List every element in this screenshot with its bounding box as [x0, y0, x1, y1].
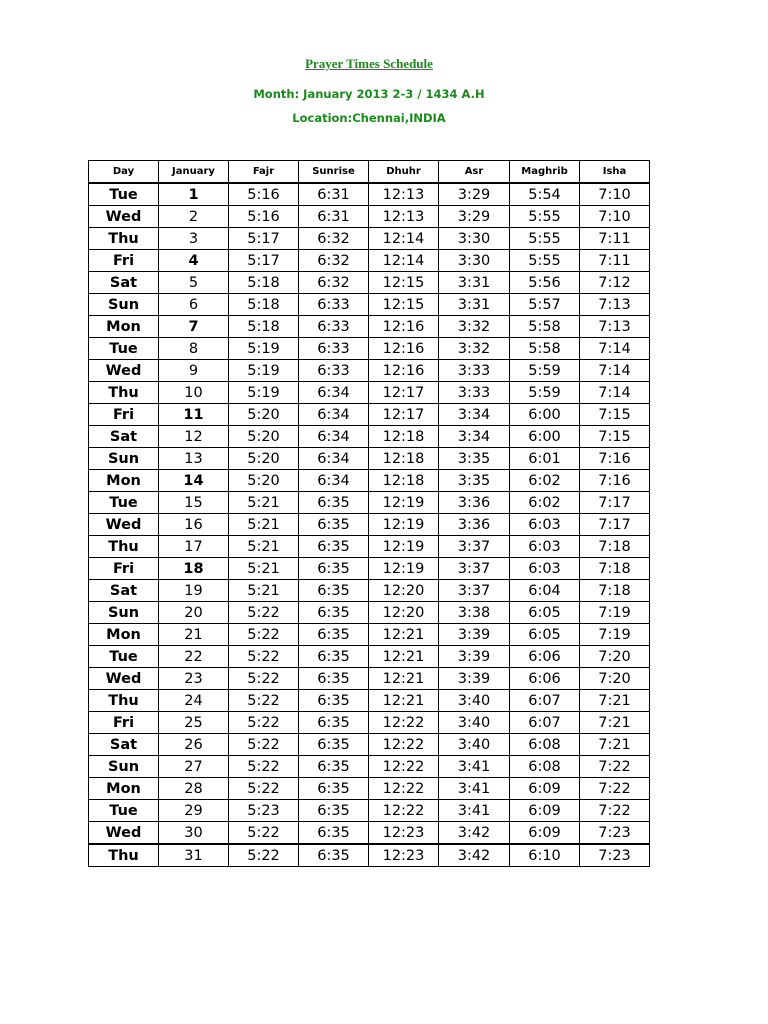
cell-sunrise: 6:35: [299, 492, 369, 514]
cell-day: Wed: [89, 360, 159, 382]
cell-maghrib: 5:59: [510, 382, 580, 404]
table-row: [89, 602, 650, 624]
cell-fajr: 5:19: [229, 382, 299, 404]
cell-dhuhr: 12:19: [369, 558, 439, 580]
cell-date: 16: [159, 514, 229, 536]
table-row: [89, 514, 650, 536]
table-row: [89, 470, 650, 492]
cell-dhuhr: 12:15: [369, 294, 439, 316]
cell-maghrib: 5:55: [510, 206, 580, 228]
cell-maghrib: 6:08: [510, 734, 580, 756]
cell-maghrib: 5:55: [510, 250, 580, 272]
cell-asr: 3:41: [439, 778, 510, 800]
cell-date: 3: [159, 228, 229, 250]
cell-dhuhr: 12:20: [369, 602, 439, 624]
cell-asr: 3:41: [439, 756, 510, 778]
cell-maghrib: 6:06: [510, 668, 580, 690]
cell-asr: 3:29: [439, 206, 510, 228]
cell-sunrise: 6:35: [299, 602, 369, 624]
cell-fajr: 5:20: [229, 470, 299, 492]
column-header-january: January: [159, 161, 229, 184]
cell-day: Fri: [89, 712, 159, 734]
cell-sunrise: 6:34: [299, 382, 369, 404]
cell-date: 11: [159, 404, 229, 426]
cell-date: 6: [159, 294, 229, 316]
cell-asr: 3:41: [439, 800, 510, 822]
cell-date: 9: [159, 360, 229, 382]
cell-date: 30: [159, 822, 229, 845]
cell-day: Sat: [89, 272, 159, 294]
cell-maghrib: 6:06: [510, 646, 580, 668]
cell-isha: 7:22: [580, 800, 650, 822]
cell-dhuhr: 12:19: [369, 492, 439, 514]
cell-sunrise: 6:35: [299, 756, 369, 778]
cell-dhuhr: 12:17: [369, 382, 439, 404]
cell-sunrise: 6:35: [299, 536, 369, 558]
cell-dhuhr: 12:15: [369, 272, 439, 294]
table-row: [89, 206, 650, 228]
table-row: [89, 183, 650, 206]
month-line: Month: January 2013 2-3 / 1434 A.H: [253, 87, 485, 101]
cell-maghrib: 6:02: [510, 492, 580, 514]
table-row: [89, 360, 650, 382]
cell-date: 20: [159, 602, 229, 624]
cell-isha: 7:15: [580, 404, 650, 426]
table-row: [89, 734, 650, 756]
cell-fajr: 5:20: [229, 404, 299, 426]
cell-isha: 7:14: [580, 338, 650, 360]
cell-maghrib: 6:03: [510, 536, 580, 558]
cell-sunrise: 6:35: [299, 800, 369, 822]
cell-fajr: 5:22: [229, 624, 299, 646]
cell-asr: 3:39: [439, 624, 510, 646]
cell-dhuhr: 12:22: [369, 712, 439, 734]
table-row: [89, 382, 650, 404]
table-row: [89, 338, 650, 360]
cell-maghrib: 6:03: [510, 514, 580, 536]
cell-day: Wed: [89, 206, 159, 228]
cell-fajr: 5:17: [229, 250, 299, 272]
cell-date: 21: [159, 624, 229, 646]
cell-dhuhr: 12:22: [369, 800, 439, 822]
cell-asr: 3:33: [439, 360, 510, 382]
cell-asr: 3:37: [439, 558, 510, 580]
cell-dhuhr: 12:22: [369, 756, 439, 778]
cell-asr: 3:31: [439, 294, 510, 316]
cell-maghrib: 5:54: [510, 183, 580, 206]
cell-day: Wed: [89, 668, 159, 690]
cell-date: 13: [159, 448, 229, 470]
cell-dhuhr: 12:21: [369, 646, 439, 668]
cell-fajr: 5:18: [229, 316, 299, 338]
cell-dhuhr: 12:21: [369, 624, 439, 646]
cell-date: 12: [159, 426, 229, 448]
column-header-asr: Asr: [439, 161, 510, 184]
cell-date: 28: [159, 778, 229, 800]
cell-asr: 3:36: [439, 492, 510, 514]
cell-day: Sat: [89, 734, 159, 756]
cell-isha: 7:13: [580, 316, 650, 338]
cell-asr: 3:31: [439, 272, 510, 294]
cell-date: 5: [159, 272, 229, 294]
table-body: [89, 183, 650, 867]
cell-dhuhr: 12:16: [369, 316, 439, 338]
cell-dhuhr: 12:18: [369, 448, 439, 470]
cell-day: Tue: [89, 183, 159, 206]
cell-sunrise: 6:35: [299, 778, 369, 800]
cell-day: Sat: [89, 426, 159, 448]
cell-asr: 3:34: [439, 426, 510, 448]
cell-maghrib: 6:07: [510, 712, 580, 734]
cell-isha: 7:12: [580, 272, 650, 294]
cell-isha: 7:14: [580, 360, 650, 382]
column-header-sunrise: Sunrise: [299, 161, 369, 184]
cell-fajr: 5:21: [229, 580, 299, 602]
cell-dhuhr: 12:20: [369, 580, 439, 602]
cell-day: Mon: [89, 470, 159, 492]
cell-asr: 3:38: [439, 602, 510, 624]
cell-asr: 3:40: [439, 712, 510, 734]
cell-sunrise: 6:35: [299, 844, 369, 867]
cell-asr: 3:42: [439, 844, 510, 867]
cell-day: Fri: [89, 250, 159, 272]
cell-day: Mon: [89, 316, 159, 338]
cell-day: Thu: [89, 536, 159, 558]
cell-fajr: 5:23: [229, 800, 299, 822]
cell-isha: 7:16: [580, 470, 650, 492]
cell-day: Mon: [89, 624, 159, 646]
cell-asr: 3:33: [439, 382, 510, 404]
cell-maghrib: 6:02: [510, 470, 580, 492]
cell-sunrise: 6:34: [299, 448, 369, 470]
cell-fajr: 5:18: [229, 272, 299, 294]
table-row: [89, 228, 650, 250]
cell-isha: 7:11: [580, 228, 650, 250]
cell-day: Sun: [89, 756, 159, 778]
cell-maghrib: 6:07: [510, 690, 580, 712]
cell-asr: 3:34: [439, 404, 510, 426]
cell-isha: 7:15: [580, 426, 650, 448]
cell-maghrib: 5:55: [510, 228, 580, 250]
cell-day: Mon: [89, 778, 159, 800]
cell-day: Wed: [89, 514, 159, 536]
cell-maghrib: 5:58: [510, 338, 580, 360]
cell-dhuhr: 12:23: [369, 822, 439, 845]
cell-maghrib: 6:10: [510, 844, 580, 867]
page-title: Prayer Times Schedule: [305, 56, 433, 71]
cell-date: 31: [159, 844, 229, 867]
cell-date: 19: [159, 580, 229, 602]
cell-isha: 7:16: [580, 448, 650, 470]
cell-sunrise: 6:35: [299, 514, 369, 536]
table-row: [89, 272, 650, 294]
cell-isha: 7:10: [580, 183, 650, 206]
cell-isha: 7:18: [580, 558, 650, 580]
cell-day: Fri: [89, 558, 159, 580]
cell-day: Tue: [89, 492, 159, 514]
cell-date: 24: [159, 690, 229, 712]
cell-date: 29: [159, 800, 229, 822]
cell-dhuhr: 12:13: [369, 206, 439, 228]
cell-isha: 7:23: [580, 822, 650, 845]
cell-sunrise: 6:34: [299, 470, 369, 492]
cell-sunrise: 6:32: [299, 272, 369, 294]
cell-fajr: 5:16: [229, 206, 299, 228]
cell-sunrise: 6:33: [299, 316, 369, 338]
cell-sunrise: 6:35: [299, 624, 369, 646]
cell-sunrise: 6:33: [299, 360, 369, 382]
cell-fajr: 5:19: [229, 360, 299, 382]
cell-day: Sun: [89, 294, 159, 316]
column-header-maghrib: Maghrib: [510, 161, 580, 184]
cell-maghrib: 6:01: [510, 448, 580, 470]
cell-date: 15: [159, 492, 229, 514]
cell-maghrib: 6:09: [510, 822, 580, 845]
cell-sunrise: 6:35: [299, 712, 369, 734]
cell-sunrise: 6:33: [299, 294, 369, 316]
cell-fajr: 5:22: [229, 646, 299, 668]
cell-day: Thu: [89, 844, 159, 867]
cell-day: Thu: [89, 690, 159, 712]
cell-date: 7: [159, 316, 229, 338]
cell-date: 8: [159, 338, 229, 360]
table-row: [89, 426, 650, 448]
cell-maghrib: 6:05: [510, 602, 580, 624]
cell-sunrise: 6:31: [299, 183, 369, 206]
cell-sunrise: 6:31: [299, 206, 369, 228]
cell-asr: 3:37: [439, 580, 510, 602]
table-row: [89, 844, 650, 867]
cell-date: 17: [159, 536, 229, 558]
cell-date: 18: [159, 558, 229, 580]
cell-date: 26: [159, 734, 229, 756]
table-row: [89, 756, 650, 778]
cell-fajr: 5:22: [229, 668, 299, 690]
cell-dhuhr: 12:13: [369, 183, 439, 206]
cell-dhuhr: 12:22: [369, 778, 439, 800]
cell-dhuhr: 12:19: [369, 536, 439, 558]
cell-dhuhr: 12:17: [369, 404, 439, 426]
cell-maghrib: 5:58: [510, 316, 580, 338]
cell-fajr: 5:22: [229, 734, 299, 756]
cell-fajr: 5:21: [229, 558, 299, 580]
cell-dhuhr: 12:21: [369, 690, 439, 712]
table-row: [89, 690, 650, 712]
cell-day: Sun: [89, 448, 159, 470]
cell-isha: 7:17: [580, 492, 650, 514]
cell-sunrise: 6:35: [299, 646, 369, 668]
cell-fajr: 5:20: [229, 426, 299, 448]
cell-isha: 7:19: [580, 602, 650, 624]
column-header-isha: Isha: [580, 161, 650, 184]
table-header-row: [89, 161, 650, 184]
column-header-day: Day: [89, 161, 159, 184]
cell-date: 1: [159, 183, 229, 206]
cell-day: Wed: [89, 822, 159, 845]
cell-fajr: 5:21: [229, 492, 299, 514]
cell-sunrise: 6:32: [299, 250, 369, 272]
cell-sunrise: 6:35: [299, 558, 369, 580]
cell-date: 2: [159, 206, 229, 228]
cell-dhuhr: 12:21: [369, 668, 439, 690]
cell-day: Sun: [89, 602, 159, 624]
cell-asr: 3:30: [439, 228, 510, 250]
table-row: [89, 536, 650, 558]
table-row: [89, 294, 650, 316]
prayer-times-table: [88, 160, 650, 867]
cell-isha: 7:10: [580, 206, 650, 228]
cell-fajr: 5:22: [229, 844, 299, 867]
cell-isha: 7:18: [580, 580, 650, 602]
column-header-fajr: Fajr: [229, 161, 299, 184]
cell-asr: 3:29: [439, 183, 510, 206]
cell-maghrib: 6:00: [510, 426, 580, 448]
cell-fajr: 5:22: [229, 602, 299, 624]
cell-sunrise: 6:35: [299, 690, 369, 712]
cell-dhuhr: 12:23: [369, 844, 439, 867]
cell-fajr: 5:17: [229, 228, 299, 250]
table-row: [89, 492, 650, 514]
cell-day: Tue: [89, 338, 159, 360]
cell-isha: 7:21: [580, 690, 650, 712]
cell-isha: 7:20: [580, 668, 650, 690]
cell-maghrib: 6:03: [510, 558, 580, 580]
cell-dhuhr: 12:18: [369, 426, 439, 448]
cell-sunrise: 6:35: [299, 734, 369, 756]
cell-asr: 3:40: [439, 690, 510, 712]
cell-isha: 7:21: [580, 734, 650, 756]
cell-maghrib: 6:00: [510, 404, 580, 426]
cell-date: 27: [159, 756, 229, 778]
cell-sunrise: 6:35: [299, 822, 369, 845]
cell-isha: 7:22: [580, 778, 650, 800]
cell-isha: 7:21: [580, 712, 650, 734]
cell-date: 22: [159, 646, 229, 668]
cell-asr: 3:35: [439, 470, 510, 492]
location-line: Location:Chennai,INDIA: [292, 111, 446, 125]
cell-isha: 7:14: [580, 382, 650, 404]
cell-isha: 7:18: [580, 536, 650, 558]
cell-day: Thu: [89, 382, 159, 404]
cell-fajr: 5:16: [229, 183, 299, 206]
table-row: [89, 822, 650, 845]
cell-fajr: 5:19: [229, 338, 299, 360]
cell-asr: 3:35: [439, 448, 510, 470]
cell-date: 25: [159, 712, 229, 734]
cell-fajr: 5:20: [229, 448, 299, 470]
cell-fajr: 5:22: [229, 712, 299, 734]
cell-dhuhr: 12:14: [369, 250, 439, 272]
cell-fajr: 5:21: [229, 536, 299, 558]
cell-dhuhr: 12:14: [369, 228, 439, 250]
table-row: [89, 316, 650, 338]
cell-date: 23: [159, 668, 229, 690]
cell-dhuhr: 12:16: [369, 338, 439, 360]
cell-isha: 7:23: [580, 844, 650, 867]
table-row: [89, 800, 650, 822]
cell-date: 10: [159, 382, 229, 404]
cell-day: Thu: [89, 228, 159, 250]
table-row: [89, 624, 650, 646]
cell-asr: 3:37: [439, 536, 510, 558]
cell-isha: 7:13: [580, 294, 650, 316]
table-row: [89, 250, 650, 272]
cell-maghrib: 6:05: [510, 624, 580, 646]
column-header-dhuhr: Dhuhr: [369, 161, 439, 184]
cell-sunrise: 6:35: [299, 668, 369, 690]
cell-maghrib: 5:56: [510, 272, 580, 294]
cell-sunrise: 6:34: [299, 426, 369, 448]
cell-dhuhr: 12:22: [369, 734, 439, 756]
cell-day: Sat: [89, 580, 159, 602]
cell-sunrise: 6:32: [299, 228, 369, 250]
cell-asr: 3:39: [439, 646, 510, 668]
table-row: [89, 558, 650, 580]
cell-day: Fri: [89, 404, 159, 426]
cell-fajr: 5:22: [229, 690, 299, 712]
table-row: [89, 712, 650, 734]
cell-maghrib: 5:57: [510, 294, 580, 316]
cell-isha: 7:22: [580, 756, 650, 778]
cell-asr: 3:42: [439, 822, 510, 845]
cell-fajr: 5:18: [229, 294, 299, 316]
cell-asr: 3:36: [439, 514, 510, 536]
cell-fajr: 5:22: [229, 778, 299, 800]
table-row: [89, 646, 650, 668]
cell-asr: 3:40: [439, 734, 510, 756]
cell-maghrib: 6:08: [510, 756, 580, 778]
table-row: [89, 448, 650, 470]
cell-sunrise: 6:35: [299, 580, 369, 602]
cell-day: Tue: [89, 800, 159, 822]
cell-asr: 3:39: [439, 668, 510, 690]
table-row: [89, 404, 650, 426]
cell-asr: 3:32: [439, 338, 510, 360]
cell-fajr: 5:22: [229, 822, 299, 845]
cell-dhuhr: 12:18: [369, 470, 439, 492]
cell-maghrib: 5:59: [510, 360, 580, 382]
cell-fajr: 5:21: [229, 514, 299, 536]
cell-date: 14: [159, 470, 229, 492]
cell-isha: 7:11: [580, 250, 650, 272]
cell-day: Tue: [89, 646, 159, 668]
cell-asr: 3:30: [439, 250, 510, 272]
table-row: [89, 580, 650, 602]
cell-maghrib: 6:09: [510, 800, 580, 822]
table-row: [89, 668, 650, 690]
cell-date: 4: [159, 250, 229, 272]
cell-sunrise: 6:34: [299, 404, 369, 426]
cell-maghrib: 6:09: [510, 778, 580, 800]
cell-dhuhr: 12:16: [369, 360, 439, 382]
cell-isha: 7:17: [580, 514, 650, 536]
cell-asr: 3:32: [439, 316, 510, 338]
cell-fajr: 5:22: [229, 756, 299, 778]
cell-dhuhr: 12:19: [369, 514, 439, 536]
cell-maghrib: 6:04: [510, 580, 580, 602]
cell-isha: 7:19: [580, 624, 650, 646]
table-row: [89, 778, 650, 800]
cell-isha: 7:20: [580, 646, 650, 668]
cell-sunrise: 6:33: [299, 338, 369, 360]
